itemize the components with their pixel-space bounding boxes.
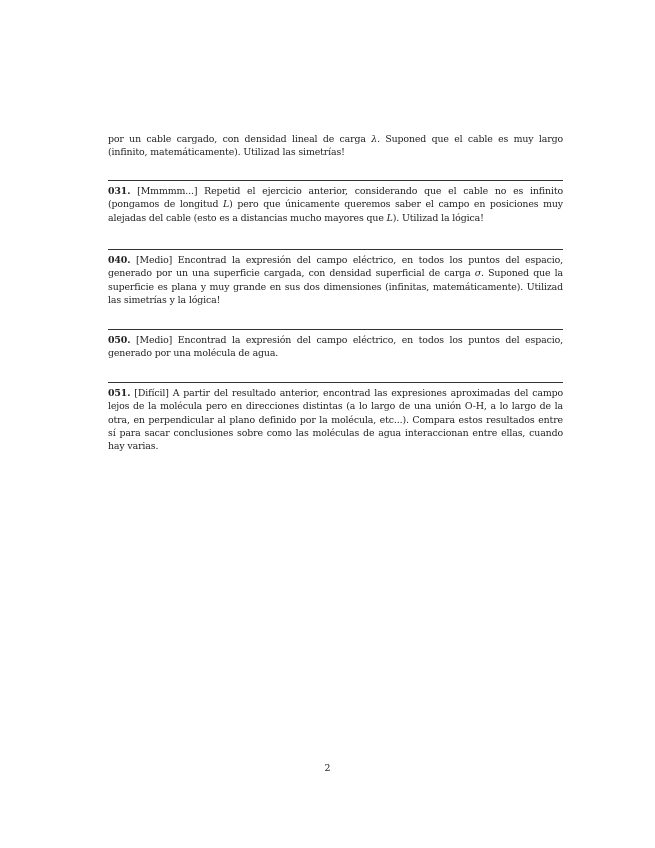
length-symbol: L [386, 212, 393, 224]
intro-paragraph [108, 133, 563, 160]
problem-051-text [108, 387, 563, 453]
problem-number: 031. [108, 186, 131, 197]
problem-050-text [108, 334, 563, 361]
page-number: 2 [324, 763, 331, 774]
problem-number: 051. [108, 388, 131, 399]
problem-040-text [108, 254, 563, 307]
problem-031-part-1: [Mmmmm...] Repetid el ejercicio anterior, considerando que el cable no es infinito (pongamos de longitud [108, 186, 563, 211]
problem-050 [108, 329, 563, 361]
problem-031-part-3: ). Utilizad la lógica! [392, 212, 484, 224]
problem-031-part-2: ) pero que únicamente queremos saber el campo en posiciones muy alejadas del cable (esto es a distancias mucho mayores que [108, 199, 563, 224]
problem-050-body: [Medio] Encontrad la expresión del campo eléctrico, en todos los puntos del espacio, generado por una molécula de agua. [108, 335, 563, 360]
problem-040-part-1: [Medio] Encontrad la expresión del campo eléctrico, en todos los puntos del espacio, generado por un una superficie cargada, con densidad superficial de carga [108, 255, 563, 280]
problem-031-text [108, 185, 563, 225]
problem-number: 040. [108, 255, 131, 266]
lambda-symbol: λ [371, 134, 378, 145]
problem-031 [108, 180, 563, 225]
intro-text-start: por un cable cargado, con densidad lineal de carga [108, 134, 372, 145]
problem-040 [108, 249, 563, 307]
intro-text-end: . Suponed que el cable es muy largo (infinito, matemáticamente). Utilizad las simetrías! [108, 134, 563, 159]
problem-040-part-2: . Suponed que la superficie es plana y muy grande en sus dos dimensiones (infinitas, matemáticamente). Utilizad las simetrías y la lógica! [108, 268, 563, 306]
problem-051 [108, 382, 563, 453]
sigma-symbol: σ [474, 268, 482, 280]
problem-051-body: [Difícil] A partir del resultado anterior, encontrad las expresiones aproximadas del campo lejos de la molécula pero en direcciones distintas (a lo largo de una unión O-H, a lo largo de la otra, en perpendicular al plano definido por la molécula, etc...). Compara estos resultados entre sí para sacar conclusiones sobre como las moléculas de agua interaccionan entre ellas, cuando hay varias. [108, 388, 563, 453]
length-symbol: L [223, 199, 230, 211]
problem-number: 050. [108, 335, 131, 346]
